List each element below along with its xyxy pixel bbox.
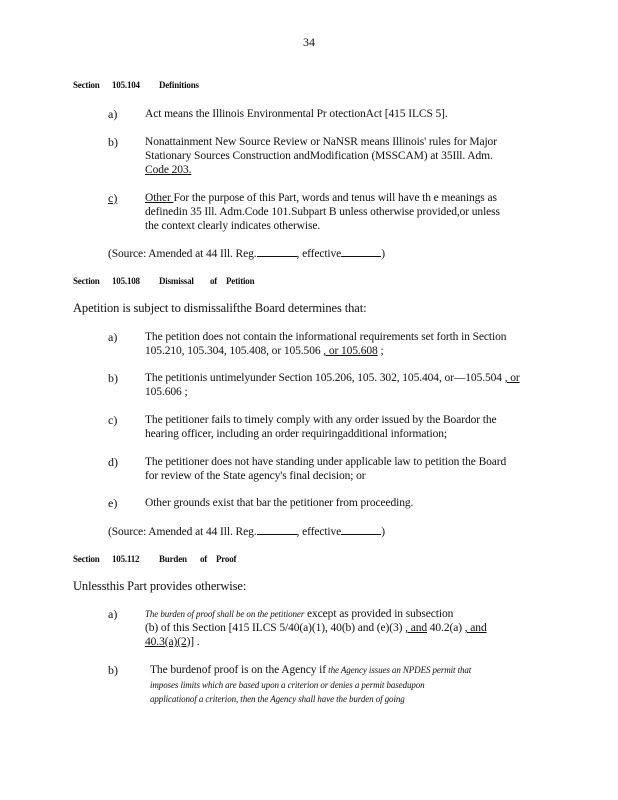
dismissal-reason-c-line1: The petitioner fails to timely comply with any order issued by the Boardor the: [145, 414, 497, 426]
item-a-label: a): [108, 330, 118, 344]
dismissal-reason-b-line1: The petitionis untimelyunder Section 105.206, 105. 302, 105.404, or—105.504 , or: [145, 372, 520, 384]
dismissal-reason-b-line2: 105.606 ;: [145, 386, 188, 398]
section-108-number: 105.108: [112, 276, 140, 286]
section-108-intro: Apetition is subject to dismissalifthe Board determines that:: [73, 301, 367, 315]
dismissal-reason-e-line1: Other grounds exist that bar the petitioner from proceeding.: [145, 497, 414, 509]
item-b-label: b): [108, 663, 118, 677]
section-108-title: Dismissal: [159, 276, 194, 286]
section-112-number: 105.112: [112, 554, 140, 564]
dismissal-reason-d-line1: The petitioner does not have standing under applicable law to petition the Board: [145, 456, 507, 468]
burden-b-line2: imposes limits which are based upon a criterion or denies a permit basedupon: [150, 680, 425, 690]
definition-act: Act means the Illinois Environmental Pr otectionAct [415 ILCS 5].: [145, 108, 448, 120]
burden-a-line1: The burden of proof shall be on the petitioner except as provided in subsection: [145, 608, 454, 620]
section-108-of: of: [210, 276, 218, 286]
burden-a-line2: (b) of this Section [415 ILCS 5/40(a)(1), 40(b) and (e)(3) , and 40.2(a) , and: [145, 622, 487, 634]
page-number: 34: [303, 35, 315, 49]
dismissal-reason-d-line2: for review of the State agency's final decision; or: [145, 470, 366, 482]
source-note-104: (Source: Amended at 44 Ill. Reg. , effective ): [108, 248, 385, 260]
section-108-title-end: Petition: [226, 276, 255, 286]
section-104-number: 105.104: [112, 80, 140, 90]
definition-nansr-line2: Stationary Sources Construction andModification (MSSCAM) at 35Ill. Adm.: [145, 150, 493, 162]
section-112-heading-label: Section: [73, 554, 100, 564]
definition-nansr-line3: Code 203.: [145, 164, 192, 176]
burden-b-line1: The burdenof proof is on the Agency if the Agency issues an NPDES permit that: [150, 664, 472, 676]
source-note-108: (Source: Amended at 44 Ill. Reg. , effective ): [108, 526, 385, 538]
item-d-label: d): [108, 455, 118, 469]
section-108-heading-label: Section: [73, 276, 100, 286]
section-112-intro: Unlessthis Part provides otherwise:: [73, 579, 247, 593]
item-b-label: b): [108, 371, 118, 385]
section-104-heading-label: Section: [73, 80, 100, 90]
dismissal-reason-a-line1: The petition does not contain the informational requirements set forth in Section: [145, 331, 507, 343]
section-112-title: Burden: [159, 554, 187, 564]
dismissal-reason-c-line2: hearing officer, including an order requiringadditional information;: [145, 428, 447, 440]
item-a-label: a): [108, 107, 118, 121]
section-104-title: Definitions: [159, 80, 199, 90]
item-a-label: a): [108, 607, 118, 621]
item-e-label: e): [108, 496, 118, 510]
item-c-label: c): [108, 191, 118, 205]
dismissal-reason-a-line2: 105.210, 105.304, 105.408, or 105.506 , or 105.608 ;: [145, 345, 384, 357]
item-b-label: b): [108, 135, 118, 149]
definition-nansr-line1: Nonattainment New Source Review or NaNSR means Illinois' rules for Major: [145, 136, 497, 148]
burden-b-line3: applicationof a criterion, then the Agency shall have the burden of going: [150, 694, 405, 704]
definition-other-line2: definedin 35 Ill. Adm.Code 101.Subpart B unless otherwise provided,or unless: [145, 206, 500, 218]
section-112-title-end: Proof: [216, 554, 237, 564]
definition-other-line3: the context clearly indicates otherwise.: [145, 220, 321, 232]
section-112-of: of: [200, 554, 208, 564]
item-c-label: c): [108, 413, 118, 427]
definition-other-line1: Other For the purpose of this Part, words and tenus will have th e meanings as: [145, 192, 497, 204]
burden-a-line3: 40.3(a)(2)] .: [145, 636, 200, 648]
